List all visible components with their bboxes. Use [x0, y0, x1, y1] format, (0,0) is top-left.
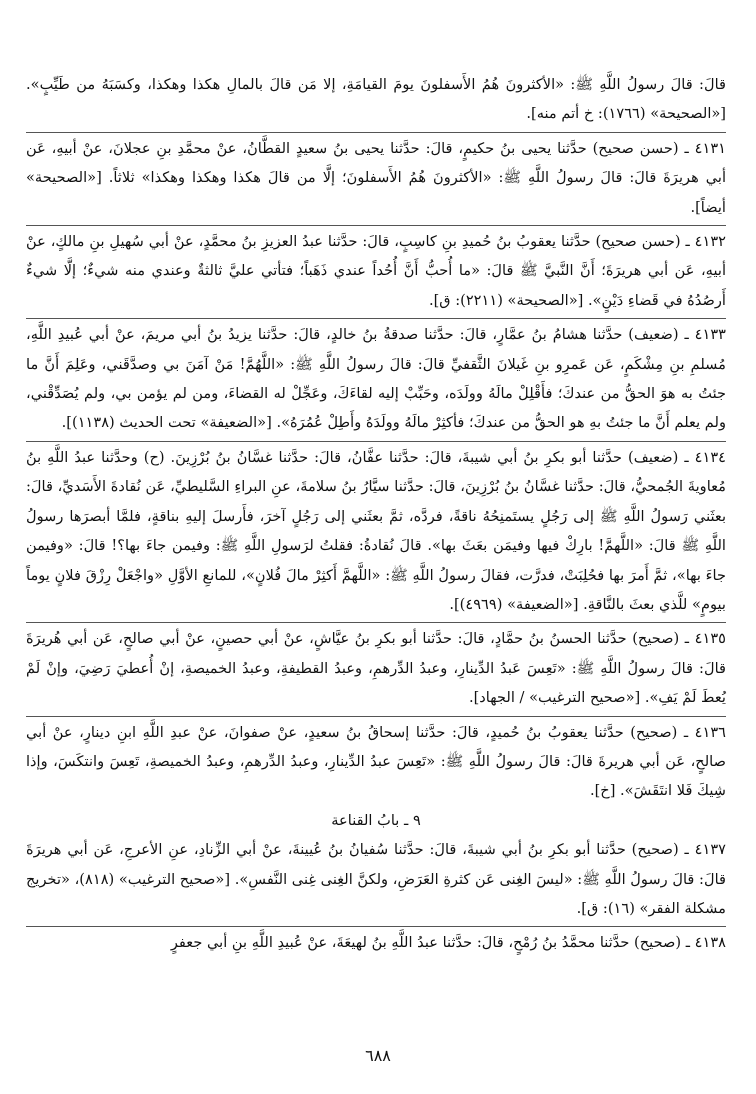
hadith-4133: ٤١٣٣ ـ (ضعيف) حدَّثنا هشامُ بنُ عمَّارٍ، قالَ: حدَّثنا صدقةُ بنُ خالدٍ، قالَ: حدَّثنا يزيدُ بنُ أبي مريمَ، عنْ أبي عُبيدِ اللَّهِ، مُسلمِ بنِ مِشْكَمٍ، عَن عَمرِو بنِ غَيلانَ الثَّقفيِّ قالَ: قالَ رسولُ اللَّهِ ﷺ: «اللَّهُمَّ! مَنْ آمَنَ بي وصدَّقَني، وعَلِمَ أَنَّ ما جئتُ به هوَ الحقُّ من عندكَ؛ فأَقْلِلْ مالَهُ وولَدَه، وحَبِّبْ إليه لقاءَكَ، وعَجِّلْ له القضاءَ، ومن لم يؤمن بي، ولم يُصَدِّقْني، ولم يعلم أَنَّ ما جئتُ بهِ هو الحقُّ من عندكَ؛ فأكثِرْ مالَهُ وولَدَهُ وأَطِلْ عُمُرَهُ». [«الضعيفة» تحت الحديث (١١٣٨)].: [26, 326, 726, 432]
page-body: [26, 70, 726, 958]
divider: [26, 318, 726, 319]
divider: [26, 622, 726, 623]
hadith-4132: ٤١٣٢ ـ (حسن صحيح) حدَّثنا يعقوبُ بنُ حُميدِ بنِ كاسِبٍ، قالَ: حدَّثنا عبدُ العزيزِ بنُ محمَّدٍ، عنْ أبي سُهيلِ بنِ مالكٍ، عنْ أبيهِ، عَن أبي هريرَةَ؛ أَنَّ النَّبيَّ ﷺ قالَ: «ما أُحبُّ أَنَّ أُحُداً عندي ذَهَباً؛ فتأتي عليَّ ثالثةٌ وعندي منه شيءٌ؛ إلَّا شيءٌ أَرصُدُهُ في قَضاءِ دَيْنٍ». [«الصحيحة» (٢٢١١): ق].: [26, 233, 726, 309]
hadith-4136: ٤١٣٦ ـ (صحيح) حدَّثنا يعقوبُ بنُ حُميدٍ، قالَ: حدَّثنا إسحاقُ بنُ سعيدٍ، عنْ صفوانَ، عنْ عبدِ اللَّهِ ابنِ دينارٍ، عنْ أبي صالحٍ، عَن أبي هريرةَ قالَ: قالَ رسولُ اللَّهِ ﷺ: «تَعِسَ عبدُ الدِّينارِ، وعبدُ الدِّرهمِ، وعبدُ الخميصةِ، تَعِسَ وانتكَسَ، وإذا شِيكَ فَلا انتَقَشَ». [خ].: [26, 723, 726, 800]
divider: [26, 926, 726, 927]
hadith-4137: ٤١٣٧ ـ (صحيح) حدَّثنا أبو بكرِ بنُ أبي شيبةَ، قالَ: حدَّثنا سُفيانُ بنُ عُيينةَ، عنْ أبي الزِّنادِ، عنِ الأعرجِ، عَن أبي هريرَةَ قالَ: قالَ رسولُ اللَّهِ ﷺ: «ليسَ الغِنى عَن كثرةِ العَرَضِ، ولكنَّ الغِنى غِنى النَّفسِ». [«صحيح الترغيب» (٨١٨)، «تخريج مشكلة الفقر» (١٦): ق].: [26, 841, 726, 917]
divider: [26, 441, 726, 442]
hadith-continuation: قالَ: قالَ رسولُ اللَّهِ ﷺ: «الأكثرونَ هُمُ الأَسفلونَ يومَ القيامَةِ، إلا مَن قالَ بالمالِ هكذا وهكذا، وكسَبَهُ من طَيِّبٍ». [«الصحيحة» (١٧٦٦): خ أتم منه].: [26, 76, 726, 123]
hadith-4131: ٤١٣١ ـ (حسن صحيح) حدَّثنا يحيى بنُ حكيمٍ، قالَ: حدَّثنا يحيى بنُ سعيدٍ القطَّانُ، عنْ محمَّدِ بنِ عجلانَ، عنْ أبيهِ، عَن أبي هريرَةَ قالَ: قالَ رسولُ اللَّهِ ﷺ: «الأكثرونَ هُمُ الأَسفلونَ؛ إلَّا من قالَ هكذا وهكذا وهكذا» ثلاثاً. [«الصحيحة» أيضاً].: [26, 139, 726, 216]
hadith-4138: ٤١٣٨ ـ (صحيح) حدَّثنا محمَّدُ بنُ رُمْحٍ، قالَ: حدَّثنا عبدُ اللَّهِ بنُ لهيعَةَ، عنْ عُبيدِ اللَّهِ بنِ أبي جعفرٍ: [170, 934, 726, 952]
divider: [26, 225, 726, 226]
divider: [26, 716, 726, 717]
divider: [26, 132, 726, 133]
page-number: ٦٨٨: [365, 1046, 391, 1065]
hadith-4135: ٤١٣٥ ـ (صحيح) حدَّثنا الحسنُ بنُ حمَّادٍ، قالَ: حدَّثنا أبو بكرِ بنُ عيَّاشٍ، عنْ أبي حصينٍ، عنْ أبي صالحٍ، عَن أبي هُريرَةَ قالَ: قالَ رسولُ اللَّهِ ﷺ: «تَعِسَ عَبدُ الدِّينارِ، وعبدُ الدِّرهمِ، وعبدُ القطيفةِ، وعبدُ الخميصةِ، إنْ أُعطيَ رَضِيَ، وإنْ لَمْ يُعطَ لَمْ يَفِ». [«صحيح الترغيب» / الجهاد].: [26, 630, 726, 707]
hadith-4134: ٤١٣٤ ـ (ضعيف) حدَّثنا أبو بكرِ بنُ أبي شيبةَ، قالَ: حدَّثنا عفَّانُ، قالَ: حدَّثنا غسَّانُ بنُ بُرْزِينَ. (ح) وحدَّثنا عبدُ اللَّهِ بنُ مُعاويةَ الجُمحيُّ، قالَ: حدَّثنا غسَّانُ بنُ بُرْزِينَ، قالَ: حدَّثنا سيَّارُ بنُ سلامةَ، عنِ البراءِ السَّليطيِّ، عَن نُقادةَ الأَسَديِّ، قالَ: بعثَني رَسولُ اللَّهِ ﷺ إلى رَجُلٍ يستَمنِحُهُ ناقةً، فردَّه، ثمَّ بعثَني إلى رَجُلٍ آخرَ، فأَرسلَ إليهِ بناقةٍ، فلمَّا أبصرَها رسولُ اللَّهِ ﷺ قالَ: «اللَّهمَّ! بارِكْ فيها وفيمَن بعَثَ بها». قالَ نُقادةُ: فقلتُ لرَسولِ اللَّهِ ﷺ: وفيمن جاءَ بها؟! قالَ: «وفيمن جاءَ بها»، ثمَّ أَمرَ بها فحُلِبَتْ، فدرَّت، فقالَ رسولُ اللَّهِ ﷺ: «اللَّهمَّ أَكثِرْ مالَ فُلانٍ»، للمانعِ الأوَّلِ «واجْعَلْ رِزْقَ فلانٍ يوماً بيومٍ» للَّذي بعثَ بالنَّاقةِ. [«الضعيفة» (٤٩٦٩)].: [26, 448, 726, 613]
chapter-heading: ٩ ـ بابُ القناعة: [331, 811, 421, 829]
